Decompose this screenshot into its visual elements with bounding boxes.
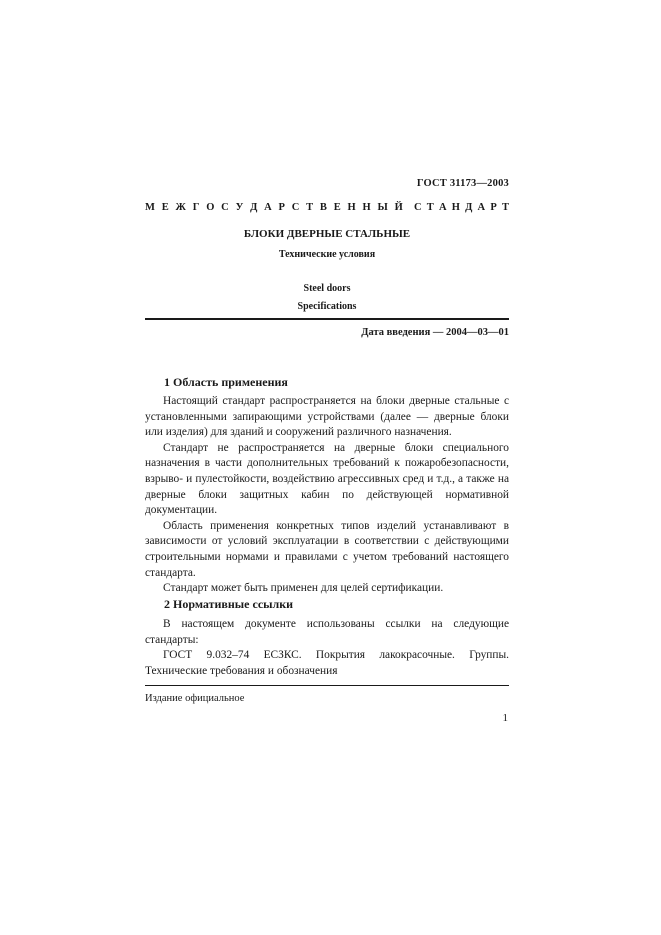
letter: Н	[347, 202, 356, 213]
page-number: 1	[502, 712, 508, 724]
footer-divider	[145, 685, 509, 686]
letter: С	[291, 202, 300, 213]
paragraph: ГОСТ 9.032–74 ЕСЗКС. Покрытия лакокрасочные. Группы. Технические требования и обозначения	[145, 649, 509, 677]
letter: Ж	[175, 202, 186, 213]
letter: Т	[426, 202, 434, 213]
letter: У	[235, 202, 244, 213]
letter: Т	[501, 202, 509, 213]
title-english: Steel doors	[303, 283, 351, 294]
paragraph: Настоящий стандарт распространяется на блоки дверные стальные с установленными запирающими устройствами (далее — дверные блоки или изделия) для зданий и сооружений различного назначения.	[145, 395, 509, 439]
edition-note: Издание официальное	[145, 693, 245, 704]
section-body-references	[145, 617, 509, 679]
letter: А	[264, 202, 272, 213]
paragraph: Область применения конкретных типов изделий устанавливают в зависимости от условий эксплуатации в соответствии с действующими строительными нормами и правилами с учетом требований настоящего стандарта.	[145, 519, 509, 579]
title-divider	[145, 318, 509, 320]
letter: Й	[394, 202, 403, 213]
letter: С	[414, 202, 422, 213]
letter: А	[438, 202, 447, 213]
letter: А	[477, 202, 486, 213]
paragraph: Стандарт может быть применен для целей сертификации.	[163, 582, 444, 595]
letter: Р	[278, 202, 285, 213]
letter: Т	[306, 202, 314, 213]
standard-type-word-standard	[414, 202, 509, 213]
letter: Е	[161, 202, 169, 213]
title-russian: БЛОКИ ДВЕРНЫЕ СТАЛЬНЫЕ	[243, 228, 411, 240]
letter: Г	[192, 202, 200, 213]
letter: Д	[250, 202, 258, 213]
letter: М	[145, 202, 155, 213]
subtitle-russian: Технические условия	[278, 249, 376, 260]
subtitle-english: Specifications	[297, 301, 357, 312]
letter: В	[319, 202, 327, 213]
section-heading-scope: 1 Область применения	[164, 375, 288, 389]
letter: Н	[451, 202, 460, 213]
paragraph: В настоящем документе использованы ссылки на следующие стандарты:	[145, 618, 509, 646]
section-heading-references: 2 Нормативные ссылки	[164, 597, 294, 611]
document-number: ГОСТ 31173—2003	[416, 178, 509, 189]
letter: Н	[362, 202, 371, 213]
letter: Д	[465, 202, 473, 213]
section-body-scope	[145, 394, 509, 597]
standard-type-line	[145, 202, 509, 213]
letter: Р	[490, 202, 497, 213]
introduction-date: Дата введения — 2004—03—01	[361, 327, 509, 338]
standard-type-word-interstate	[145, 202, 403, 213]
paragraph: Стандарт не распространяется на дверные блоки специального назначения в части дополнительных требований к пожаробезопасности, взрыво- и пулестойкости, воздействию агрессивных сред и т.д., а также на дверные блоки защитных кабин по действующей нормативной документации.	[145, 441, 509, 517]
letter: Е	[333, 202, 341, 213]
letter: Ы	[377, 202, 388, 213]
letter: С	[221, 202, 229, 213]
letter: О	[206, 202, 215, 213]
